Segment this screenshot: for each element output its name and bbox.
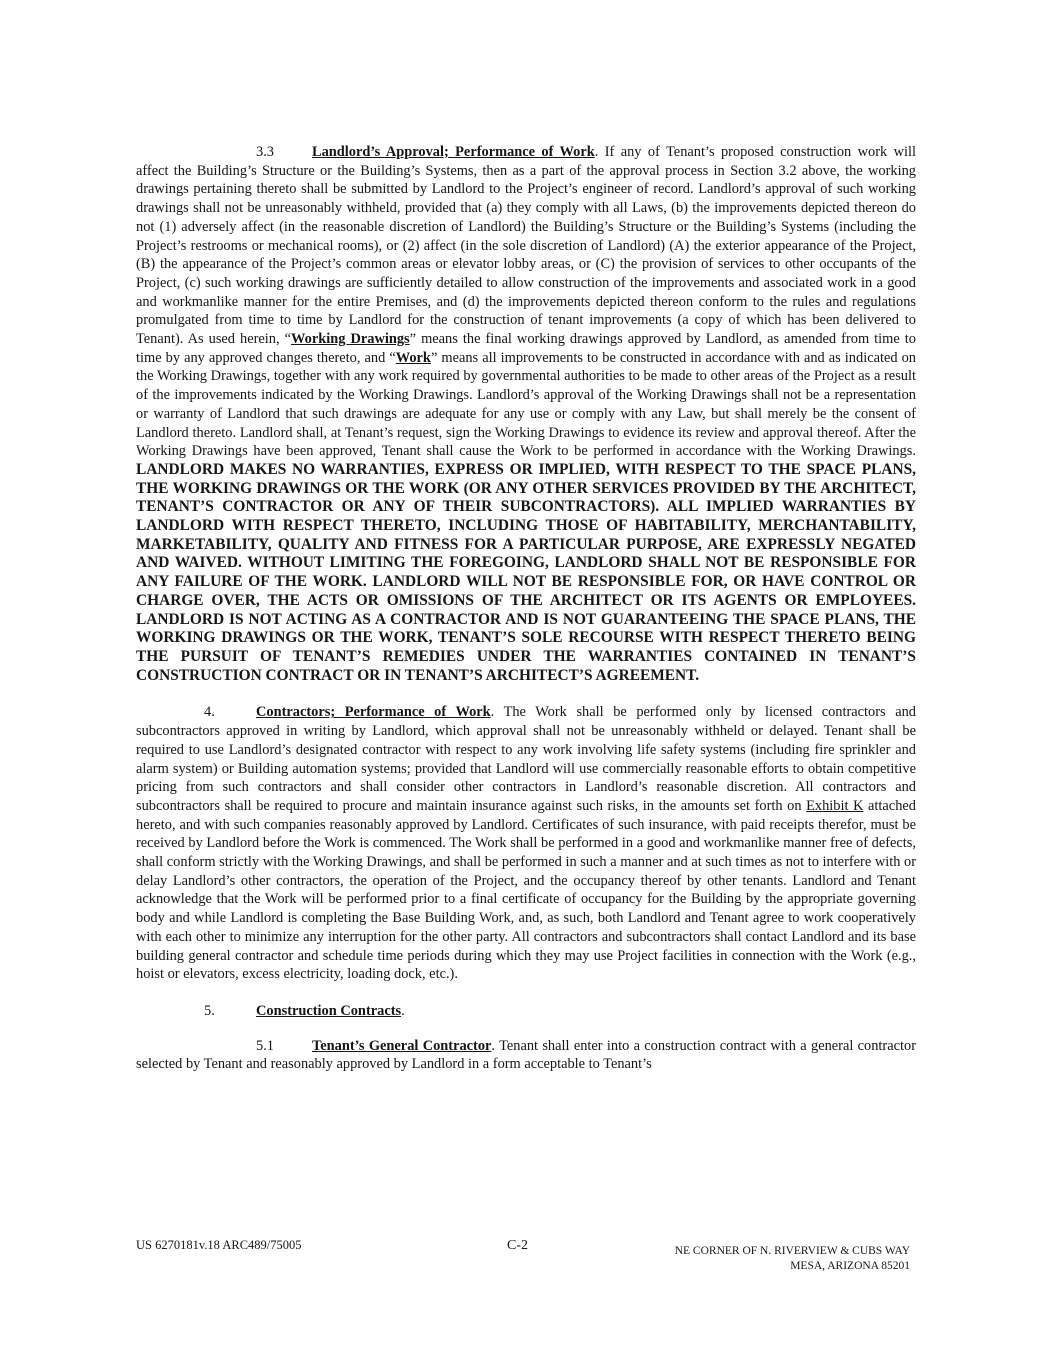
property-address: [675, 1244, 910, 1274]
section-heading: Landlord’s Approval; Performance of Work: [312, 144, 595, 160]
paragraph-text: . Tenant shall enter into a construction contract with a general contractor selected by Tenant and reasonably approved by Landlord in a form acceptable to Tenant’s: [136, 1037, 916, 1073]
section-number: 3.3: [256, 144, 274, 160]
document-id: US 6270181v.18 ARC489/75005: [136, 1238, 302, 1252]
section-heading: Contractors; Performance of Work: [256, 704, 491, 721]
page-footer: [136, 1238, 916, 1278]
defined-term-work: Work: [395, 349, 431, 366]
warranty-disclaimer: LANDLORD MAKES NO WARRANTIES, EXPRESS OR IMPLIED, WITH RESPECT TO THE SPACE PLANS, THE WORKING DRAWINGS OR THE WORK (OR ANY OTHER SERVICES PROVIDED BY THE ARCHITECT, TENANT’S CONTRACTOR OR ANY OF THEIR SUBCONTRACTORS). ALL IMPLIED WARRANTIES BY LANDLORD WITH RESPECT THERETO, INCLUDING THOSE OF HABITABILITY, MERCHANTABILITY, MARKETABILITY, QUALITY AND FITNESS FOR A PARTICULAR PURPOSE, ARE EXPRESSLY NEGATED AND WAIVED. WITHOUT LIMITING THE FOREGOING, LANDLORD SHALL NOT BE RESPONSIBLE FOR ANY FAILURE OF THE WORK. LANDLORD WILL NOT BE RESPONSIBLE FOR, OR HAVE CONTROL OR CHARGE OVER, THE ACTS OR OMISSIONS OF THE ARCHITECT OR ITS AGENTS OR EMPLOYEES. LANDLORD IS NOT ACTING AS A CONTRACTOR AND IS NOT GUARANTEEING THE SPACE PLANS, THE WORKING DRAWINGS OR THE WORK, TENANT’S SOLE RECOURSE WITH RESPECT THERETO BEING THE PURSUIT OF TENANT’S REMEDIES UNDER THE WARRANTIES CONTAINED IN TENANT’S CONSTRUCTION CONTRACT OR IN TENANT’S ARCHITECT’S AGREEMENT.: [136, 460, 916, 684]
section-number: 5.: [204, 1002, 215, 1019]
paragraph-text: ” means the final working drawings approved by Landlord, as amended from time to time by any approved changes thereto, and “: [136, 331, 916, 366]
spacer: [136, 984, 916, 1002]
section-3-3-paragraph: [136, 143, 916, 685]
address-line-2: MESA, ARIZONA 85201: [790, 1260, 910, 1272]
paragraph-text: . The Work shall be performed only by licensed contractors and subcontractors approved in writing by Landlord, which approval shall not be unreasonably withheld or delayed. Tenant shall be required to use Landlord’s designated contractor with respect to any work involving life safety systems (including fire sprinkler and alarm system) or Building automation systems; provided that Landlord will use commercially reasonable efforts to obtain competitive pricing from such contractors and shall consider other contractors in Landlord’s reasonable discretion. All contractors and subcontractors shall be required to procure and maintain insurance against such risks, in the amounts set forth on: [136, 704, 916, 814]
section-heading: Construction Contracts: [256, 1002, 402, 1019]
exhibit-reference: Exhibit K: [806, 797, 864, 814]
spacer: [136, 685, 916, 703]
spacer: [136, 1021, 916, 1037]
section-number: 4.: [204, 704, 215, 721]
section-heading: Tenant’s General Contractor: [312, 1037, 492, 1054]
paragraph-text: . If any of Tenant’s proposed construction work will affect the Building’s Structure or the Building’s Systems, then as a part of the approval process in Section 3.2 above, the working drawings pertaining thereto shall be submitted by Landlord to the Project’s engineer of record. Landlord’s approval of such working drawings shall not be unreasonably withheld, provided that (a) they comply with all Laws, (b) the improvements depicted thereon do not (1) adversely affect (in the reasonable discretion of Landlord) the Building’s Structure or the Building’s Systems (including the Project’s restrooms or mechanical rooms), or (2) affect (in the sole discretion of Landlord) (A) the exterior appearance of the Project, (B) the appearance of the Project’s common areas or elevator lobby areas, or (C) the provision of services to other occupants of the Project, (c) such working drawings are sufficiently detailed to allow construction of the improvements and associated work in a good and workmanlike manner for the entire Premises, and (d) the improvements depicted thereon conform to the rules and regulations promulgated from time to time by Landlord for the construction of tenant improvements (a copy of which has been delivered to Tenant). As used herein, “: [136, 144, 916, 348]
paragraph-text: ” means all improvements to be constructed in accordance with and as indicated on the Working Drawings, together with any work required by governmental authorities to be made to other areas of the Project as a result of the improvements indicated by the Working Drawings. Landlord’s approval of the Working Drawings shall not be a representation or warranty of Landlord that such drawings are adequate for any use or comply with any Law, but shall merely be the consent of Landlord thereto. Landlord shall, at Tenant’s request, sign the Working Drawings to evidence its review and approval thereof. After the Working Drawings have been approved, Tenant shall cause the Work to be performed in accordance with the Working Drawings.: [136, 349, 916, 460]
section-5-heading-line: [136, 1002, 916, 1021]
address-line-1: NE CORNER OF N. RIVERVIEW & CUBS WAY: [674, 1245, 910, 1257]
document-body: [136, 143, 916, 1074]
paragraph-text: attached hereto, and with such companies reasonably approved by Landlord. Certificates of such insurance, with paid receipts therefor, must be received by Landlord before the Work is commenced. The Work shall be performed in a good and workmanlike manner free of defects, shall conform strictly with the Working Drawings, and shall be performed in such a manner and at such times as not to interfere with or delay Landlord’s other contractors, the operation of the Project, and the occupancy thereof by other tenants. Landlord and Tenant acknowledge that the Work will be performed prior to a final certificate of occupancy for the Building by the appropriate governing body and while Landlord is completing the Base Building Work, and, as such, both Landlord and Tenant agree to work cooperatively with each other to minimize any interruption for the other party. All contractors and subcontractors shall contact Landlord and its base building general contractor and schedule time periods during which they may use Project facilities in connection with the Work (e.g., hoist or elevators, excess electricity, loading dock, etc.).: [136, 797, 916, 983]
section-4-paragraph: [136, 703, 916, 984]
defined-term-working-drawings: Working Drawings: [291, 331, 410, 348]
section-number: 5.1: [256, 1037, 274, 1054]
page-number: C-2: [507, 1238, 528, 1253]
heading-period: .: [401, 1002, 405, 1019]
section-5-1-paragraph: [136, 1037, 916, 1074]
